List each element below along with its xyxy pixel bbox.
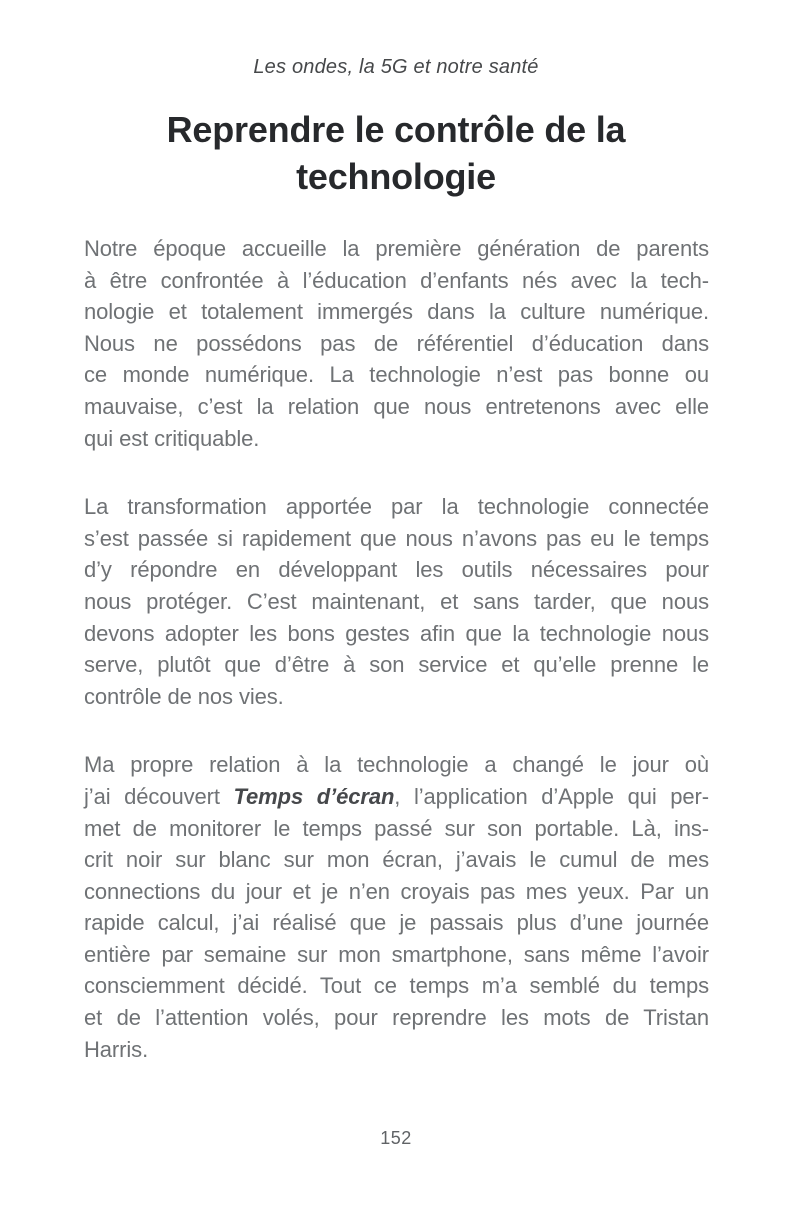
text-line: à être confrontée à l’éducation d’enfants nés avec la tech- [84,267,709,293]
body-text [84,233,709,1065]
app-name-emphasis: Temps d’écran [233,783,395,809]
chapter-title-line-2: technologie [296,156,496,197]
text-line: qui est critiquable. [84,425,260,451]
text-line: devons adopter les bons gestes afin que la technologie nous [84,620,709,646]
text-line: Harris. [84,1036,149,1062]
paragraph-1 [84,233,709,454]
paragraph-2 [84,491,709,712]
text-line: entière par semaine sur mon smartphone, sans même l’avoir [84,941,709,967]
text-line: et de l’attention volés, pour reprendre les mots de Tristan [84,1005,709,1031]
text-line: connections du jour et je n’en croyais pas mes yeux. Par un [84,878,709,904]
text-line: crit noir sur blanc sur mon écran, j’avais le cumul de mes [84,847,709,873]
text-line: La transformation apportée par la technologie connectée [84,494,709,520]
chapter-title-line-1: Reprendre le contrôle de la [166,109,626,150]
chapter-title [0,106,792,200]
text-line: nous protéger. C’est maintenant, et sans tarder, que nous [84,588,709,614]
page-number: 152 [380,1128,412,1148]
text-segment: , l’application d’Apple qui per- [394,783,709,809]
text-line: met de monitorer le temps passé sur son portable. Là, ins- [84,815,709,841]
text-segment: j’ai découvert [84,783,234,809]
text-line: Ma propre relation à la technologie a changé le jour où [84,752,709,778]
text-line: rapide calcul, j’ai réalisé que je passais plus d’une journée [84,910,709,936]
text-line: Nous ne possédons pas de référentiel d’éducation dans [84,330,709,356]
text-line: mauvaise, c’est la relation que nous entretenons avec elle [84,393,709,419]
text-line: s’est passée si rapidement que nous n’avons pas eu le temps [84,525,709,551]
text-line: serve, plutôt que d’être à son service et qu’elle prenne le [84,652,709,678]
text-line: contrôle de nos vies. [84,683,284,709]
running-header: Les ondes, la 5G et notre santé [253,56,539,78]
text-line: Notre époque accueille la première génération de parents [84,236,709,261]
paragraph-3 [84,749,709,1065]
text-line: consciemment décidé. Tout ce temps m’a semblé du temps [84,973,709,999]
text-line: ce monde numérique. La technologie n’est pas bonne ou [84,362,709,388]
text-line [84,781,709,813]
text-line: nologie et totalement immergés dans la culture numérique. [84,299,709,325]
text-line: d’y répondre en développant les outils nécessaires pour [84,557,709,583]
